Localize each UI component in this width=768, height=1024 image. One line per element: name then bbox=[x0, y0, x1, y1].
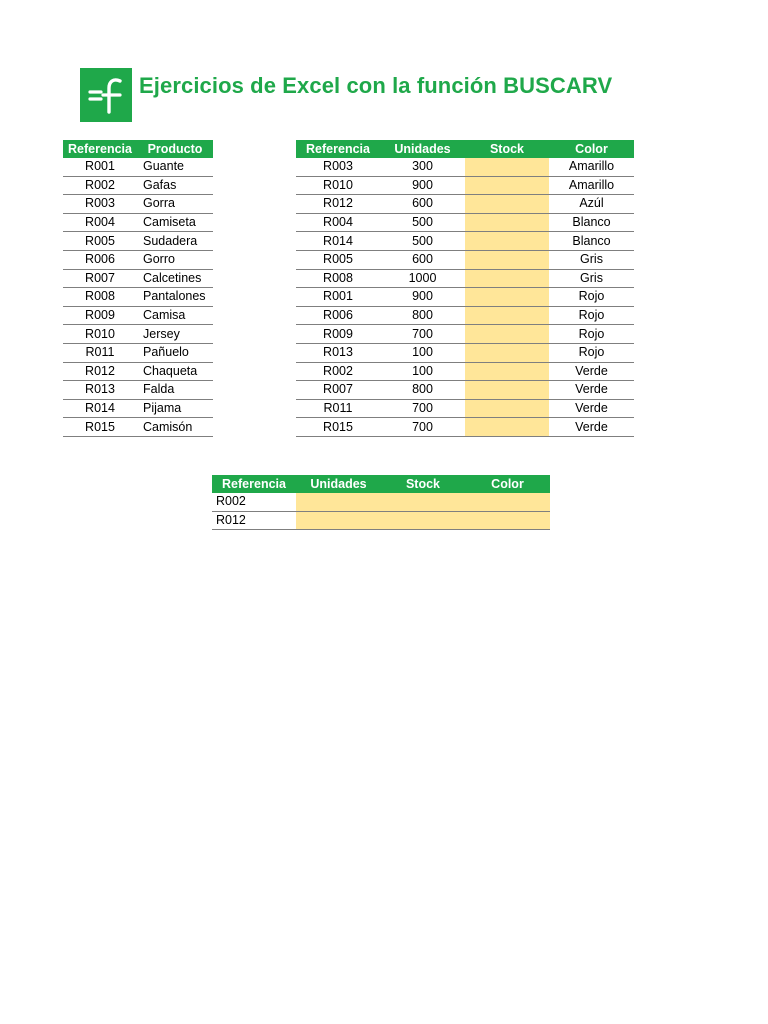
cell-color: Azúl bbox=[549, 195, 634, 214]
cell-color: Rojo bbox=[549, 325, 634, 344]
cell-referencia: R004 bbox=[63, 213, 137, 232]
table-row bbox=[296, 176, 634, 195]
cell-producto: Pañuelo bbox=[137, 343, 213, 362]
cell-referencia: R010 bbox=[296, 176, 380, 195]
cell-producto: Falda bbox=[137, 381, 213, 400]
cell-stock[interactable] bbox=[465, 325, 549, 344]
cell-referencia: R013 bbox=[296, 343, 380, 362]
table-row bbox=[63, 381, 213, 400]
cell-referencia: R012 bbox=[212, 511, 296, 530]
table-row bbox=[63, 250, 213, 269]
cell-stock[interactable] bbox=[465, 343, 549, 362]
cell-referencia: R009 bbox=[63, 306, 137, 325]
excel-formula-f-icon bbox=[80, 68, 132, 122]
table-row bbox=[63, 213, 213, 232]
cell-color[interactable] bbox=[465, 493, 550, 511]
cell-referencia: R011 bbox=[296, 399, 380, 418]
stock-table bbox=[296, 140, 634, 437]
products-header-row bbox=[63, 140, 213, 158]
cell-unidades: 700 bbox=[380, 418, 465, 437]
table-row bbox=[212, 493, 550, 511]
cell-referencia: R011 bbox=[63, 343, 137, 362]
cell-referencia: R008 bbox=[296, 269, 380, 288]
cell-unidades: 900 bbox=[380, 288, 465, 307]
cell-stock[interactable] bbox=[465, 158, 549, 176]
table-row bbox=[296, 362, 634, 381]
cell-referencia: R002 bbox=[63, 176, 137, 195]
table-row bbox=[296, 269, 634, 288]
cell-color: Verde bbox=[549, 381, 634, 400]
table-row bbox=[296, 158, 634, 176]
table-row bbox=[296, 288, 634, 307]
table-row bbox=[63, 269, 213, 288]
stock-header-row bbox=[296, 140, 634, 158]
column-header-unidades: Unidades bbox=[380, 140, 465, 158]
table-row bbox=[296, 195, 634, 214]
table-row bbox=[63, 232, 213, 251]
cell-unidades: 1000 bbox=[380, 269, 465, 288]
cell-producto: Camisa bbox=[137, 306, 213, 325]
cell-referencia: R001 bbox=[63, 158, 137, 176]
column-header-unidades: Unidades bbox=[296, 475, 381, 493]
column-header-stock: Stock bbox=[381, 475, 465, 493]
cell-referencia: R009 bbox=[296, 325, 380, 344]
cell-producto: Pijama bbox=[137, 399, 213, 418]
cell-unidades: 700 bbox=[380, 399, 465, 418]
cell-referencia: R002 bbox=[212, 493, 296, 511]
cell-referencia: R014 bbox=[296, 232, 380, 251]
cell-color: Rojo bbox=[549, 288, 634, 307]
table-row bbox=[296, 381, 634, 400]
cell-stock[interactable] bbox=[465, 195, 549, 214]
cell-referencia: R007 bbox=[63, 269, 137, 288]
cell-stock[interactable] bbox=[465, 381, 549, 400]
cell-referencia: R002 bbox=[296, 362, 380, 381]
column-header-color: Color bbox=[465, 475, 550, 493]
table-row bbox=[296, 306, 634, 325]
cell-unidades: 500 bbox=[380, 213, 465, 232]
cell-unidades: 100 bbox=[380, 362, 465, 381]
cell-referencia: R005 bbox=[296, 250, 380, 269]
table-row bbox=[212, 511, 550, 530]
cell-unidades: 500 bbox=[380, 232, 465, 251]
lookup-table bbox=[212, 475, 550, 530]
column-header-color: Color bbox=[549, 140, 634, 158]
table-row bbox=[63, 362, 213, 381]
table-row bbox=[63, 195, 213, 214]
table-row bbox=[63, 325, 213, 344]
cell-referencia: R008 bbox=[63, 288, 137, 307]
cell-color: Verde bbox=[549, 362, 634, 381]
table-row bbox=[63, 418, 213, 437]
table-row bbox=[63, 306, 213, 325]
table-row bbox=[296, 250, 634, 269]
cell-stock[interactable] bbox=[381, 493, 465, 511]
cell-color: Gris bbox=[549, 269, 634, 288]
cell-referencia: R013 bbox=[63, 381, 137, 400]
column-header-referencia: Referencia bbox=[296, 140, 380, 158]
table-row bbox=[63, 176, 213, 195]
page-title: Ejercicios de Excel con la función BUSCARV bbox=[139, 73, 613, 98]
table-row bbox=[296, 232, 634, 251]
cell-producto: Camisón bbox=[137, 418, 213, 437]
cell-color: Blanco bbox=[549, 232, 634, 251]
cell-referencia: R012 bbox=[296, 195, 380, 214]
cell-unidades: 300 bbox=[380, 158, 465, 176]
cell-producto: Chaqueta bbox=[137, 362, 213, 381]
cell-stock[interactable] bbox=[465, 250, 549, 269]
table-row bbox=[296, 343, 634, 362]
cell-referencia: R014 bbox=[63, 399, 137, 418]
lookup-body bbox=[212, 493, 550, 530]
cell-color: Gris bbox=[549, 250, 634, 269]
table-row bbox=[63, 288, 213, 307]
cell-producto: Calcetines bbox=[137, 269, 213, 288]
cell-unidades: 800 bbox=[380, 306, 465, 325]
cell-unidades: 100 bbox=[380, 343, 465, 362]
cell-referencia: R006 bbox=[296, 306, 380, 325]
cell-referencia: R005 bbox=[63, 232, 137, 251]
cell-referencia: R004 bbox=[296, 213, 380, 232]
cell-producto: Sudadera bbox=[137, 232, 213, 251]
cell-unidades[interactable] bbox=[296, 511, 381, 530]
cell-color: Verde bbox=[549, 418, 634, 437]
cell-stock[interactable] bbox=[465, 306, 549, 325]
products-table bbox=[63, 140, 213, 437]
cell-referencia: R003 bbox=[63, 195, 137, 214]
cell-referencia: R015 bbox=[296, 418, 380, 437]
cell-stock[interactable] bbox=[465, 176, 549, 195]
cell-color: Amarillo bbox=[549, 158, 634, 176]
cell-stock[interactable] bbox=[465, 399, 549, 418]
cell-producto: Gafas bbox=[137, 176, 213, 195]
cell-referencia: R015 bbox=[63, 418, 137, 437]
cell-color: Amarillo bbox=[549, 176, 634, 195]
table-row bbox=[296, 213, 634, 232]
table-row bbox=[63, 399, 213, 418]
cell-referencia: R003 bbox=[296, 158, 380, 176]
cell-referencia: R001 bbox=[296, 288, 380, 307]
table-row bbox=[63, 158, 213, 176]
cell-color: Verde bbox=[549, 399, 634, 418]
cell-color: Blanco bbox=[549, 213, 634, 232]
cell-referencia: R012 bbox=[63, 362, 137, 381]
table-row bbox=[63, 343, 213, 362]
cell-producto: Pantalones bbox=[137, 288, 213, 307]
cell-referencia: R006 bbox=[63, 250, 137, 269]
cell-stock[interactable] bbox=[381, 511, 465, 530]
column-header-referencia: Referencia bbox=[212, 475, 296, 493]
cell-unidades: 900 bbox=[380, 176, 465, 195]
cell-unidades: 600 bbox=[380, 195, 465, 214]
cell-color: Rojo bbox=[549, 306, 634, 325]
cell-unidades: 800 bbox=[380, 381, 465, 400]
cell-unidades[interactable] bbox=[296, 493, 381, 511]
cell-producto: Jersey bbox=[137, 325, 213, 344]
table-row bbox=[296, 399, 634, 418]
cell-referencia: R010 bbox=[63, 325, 137, 344]
cell-color: Rojo bbox=[549, 343, 634, 362]
cell-referencia: R007 bbox=[296, 381, 380, 400]
column-header-stock: Stock bbox=[465, 140, 549, 158]
cell-producto: Gorro bbox=[137, 250, 213, 269]
cell-producto: Guante bbox=[137, 158, 213, 176]
products-body bbox=[63, 158, 213, 436]
table-row bbox=[296, 418, 634, 437]
cell-stock[interactable] bbox=[465, 232, 549, 251]
stock-body bbox=[296, 158, 634, 436]
cell-stock[interactable] bbox=[465, 213, 549, 232]
column-header-producto: Producto bbox=[137, 140, 213, 158]
cell-producto: Gorra bbox=[137, 195, 213, 214]
table-row bbox=[296, 325, 634, 344]
column-header-referencia: Referencia bbox=[63, 140, 137, 158]
cell-color[interactable] bbox=[465, 511, 550, 530]
cell-stock[interactable] bbox=[465, 269, 549, 288]
cell-stock[interactable] bbox=[465, 418, 549, 437]
cell-producto: Camiseta bbox=[137, 213, 213, 232]
lookup-header-row bbox=[212, 475, 550, 493]
cell-unidades: 700 bbox=[380, 325, 465, 344]
cell-unidades: 600 bbox=[380, 250, 465, 269]
cell-stock[interactable] bbox=[465, 362, 549, 381]
cell-stock[interactable] bbox=[465, 288, 549, 307]
